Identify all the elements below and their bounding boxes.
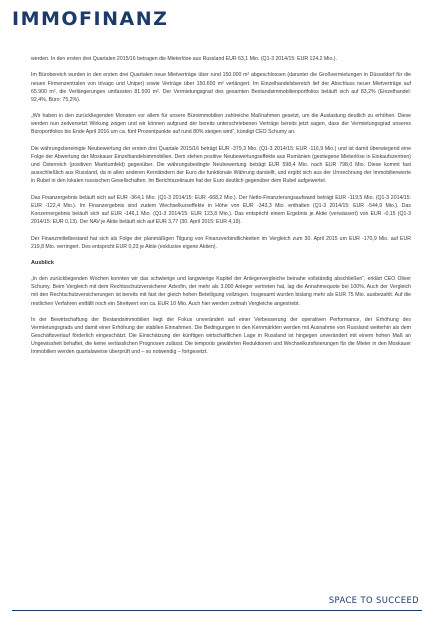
paragraph-portfolio-outlook: In der Bewirtschaftung der Bestandsimmobilien liegt der Fokus unverändert auf einer Verbesserung der operativen Performance, der Erhöhung des Vermietungsgrads und damit einer Erhöhung der stabilen Einnahmen. Die Bedingungen in den Kernmärkten werden mit Ausnahme von Russland weiterhin als dem Geschäftsverlauf förderlich eingeschätzt. Die Einschätzung der künftigen wirtschaftlichen Lage in Russland ist hingegen unverändert mit einem hohen Maß an Ungewissheit behaftet, die keine verlässlichen Prognosen zulässt. Die temporär gewährten Reduktionen und Wechselkursfixierungen für die Mieter in den Moskauer Immobilien werden quartalsweise überprüft und – so notwendig – fortgesetzt. — [31, 316, 411, 356]
footer-divider — [12, 610, 422, 611]
footer-tagline: SPACE TO SUCCEED — [328, 595, 419, 605]
paragraph-ceo-quote-occupancy: „Wir haben in den zurückliegenden Monaten vor allem für unsere Büroimmobilien zahlreiche Maßnahmen gesetzt, um die Auslastung deutlich zu erhöhen. Diese werden nun zeitversetzt Wirkung zeigen und wir können aufgrund der bereits unterschriebenen Verträge bereits jetzt sagen, dass der Vermietungsgrad unseres Büroportfolios bis Ende April 2016 um ca. fünf Prozentpunkte auf rund 80% steigen wird“, kündigt CEO Schumy an. — [31, 113, 411, 136]
paragraph-cash-position: Der Finanzmittelbestand hat sich als Folge der planmäßigen Tilgung von Finanzverbindlichkeiten im Vergleich zum 30. April 2015 um EUR -170,9 Mio. auf EUR 219,8 Mio. verringert. Des entspricht EUR 0,23 je Aktie (exklusive eigene Aktien). — [31, 235, 411, 250]
paragraph-financial-result: Das Finanzergebnis beläuft sich auf EUR -364,1 Mio. (Q1-3 2014/15: EUR -668,2 Mio.). Der Netto-Finanzierungsaufwand beträgt EUR -119,5 Mio. (Q1-3 2014/15: EUR -122,4 Mio.). Im Finanzergebnis sind zudem Wechselkurseffekte in Höhe von EUR -343,3 Mio. enthalten (Q1-3 2014/15: EUR -544,9 Mio.). Das Konzernergebnis beläuft sich auf EUR -146,1 Mio. (Q1-3 2014/15: EUR 123,8 Mio.). Das entspricht einem Ergebnis je Aktie (verwässert) von EUR -0,15 (Q1-3 2014/15: EUR 0,13). Der NAV je Aktie beläuft sich auf EUR 3,77 (30. April 2015: EUR 4,19). — [31, 194, 411, 226]
paragraph-office-leasing: Im Bürobereich wurden in den ersten drei Quartalen neue Mietverträge über rund 150.000 m² abgeschlossen (darunter die Großvermietungen in Düsseldorf für die neuen Firmenzentralen von trivago und Uniper) sowie Verträge über 150.600 m² verlängert. Im Einzelhandelsbereich lief der Abschluss neuer Mietverträge auf 65.900 m², die Verlängerungen umfassten 81.500 m². Der Vermietungsgrad des gesamten Bestandsimmobilienportfolios beläuft sich auf 83,2% (Einzelhandel: 92,4%, Büro: 75,2%). — [31, 72, 411, 103]
press-release-body — [31, 55, 411, 365]
company-logo: IMMOFINANZ — [12, 8, 169, 30]
paragraph-investor-settlements: „In den zurückliegenden Wochen konnten wir das schwierige und langwierige Kapitel der Anlegervergleiche beinahe vollständig abschließen“, erklärt CEO Oliver Schumy. Beim Vergleich mit dem Rechtsschutzversicherer Advofin, der mehr als 3.000 Anleger vertreten hat, lag die Annahmequote bei 100%. Auch der Vergleich mit den Rechtschutzversicherungen ist bereits mit fast der gleich hohen Beteiligung vollzogen. Insgesamt wurden bislang mehr als EUR 75 Mio. ausbezahlt. Auf die restlichen Verfahren entfällt noch ein Streitwert von ca. EUR 10 Mio. Auch hier werden zeitnah Vergleiche angestrebt. — [31, 276, 411, 307]
paragraph-revaluation: Die währungsbereinigte Neubewertung der ersten drei Quartale 2015/16 beträgt EUR -379,3 Mio. (Q1-3 2014/15: EUR -116,9 Mio.) und ist damit überwiegend eine Folge der Abwertung der Moskauer Einzelhandelsimmobilien. Dem stehen positive Neubewertungseffekte aus Rumänien (gestiegene Mieterlöse in Einkaufszentren) und Österreich (positiven Marktumfeld) gegenüber. Die währungsbedingte Neubewertung beträgt EUR 598,4 Mio. nach EUR 798,0 Mio. Diese kommt fast ausschließlich aus Russland, da in allen anderen Kernländern der Euro die funktionale Währung darstellt, und ergibt sich aus der Umrechnung der Immobilienwerte in Rubel in den lokalen russischen Gesellschaften. Im Berichtszeitraum hat der Euro deutlich gegenüber dem Rubel aufgewertet. — [31, 145, 411, 185]
paragraph-rental-income-russia: werden. In den ersten drei Quartalen 2015/16 betragen die Mieterlöse aus Russland EUR 63,1 Mio. (Q1-3 2014/15: EUR 124,2 Mio.). — [31, 56, 337, 62]
outlook-heading: Ausblick — [31, 260, 54, 267]
